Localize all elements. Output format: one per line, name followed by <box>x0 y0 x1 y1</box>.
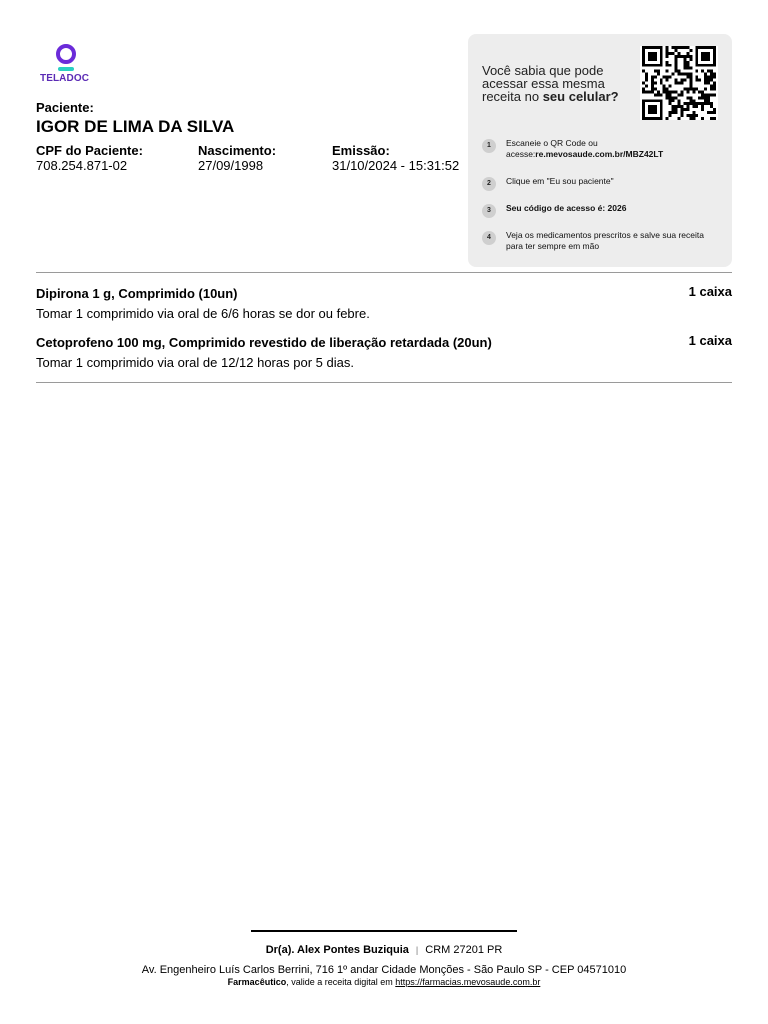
medication-quantity: 1 caixa <box>688 333 732 348</box>
pharmacist-note: Farmacêutico, valide a receita digital em https://farmacias.mevosaude.com.br <box>227 977 541 987</box>
birth-label: Nascimento: <box>198 143 277 158</box>
mobile-access-panel: Você sabia que pode acessar essa mesma receita no seu celular? 1 Escaneie o QR Code ou acesse:re.mevosaude.com.br/MBZ42LT 2 Clique em "Eu sou paciente" 3 Seu código de acesso é: 2026 4 Veja os medicamentos prescritos e salve sua receita para ter sempre em mão <box>468 34 732 267</box>
divider-bottom <box>36 382 732 383</box>
cpf-label: CPF do Paciente: <box>36 143 143 158</box>
clinic-address: Av. Engenheiro Luís Carlos Berrini, 716 1º andar Cidade Monções - São Paulo SP - CEP 04571010 <box>141 964 627 976</box>
logo-wordmark: TELADOC <box>40 73 90 84</box>
access-url[interactable]: re.mevosaude.com.br/MBZ42LT <box>535 149 664 159</box>
medication-quantity: 1 caixa <box>688 284 732 299</box>
mobile-access-question: Você sabia que pode acessar essa mesma receita no seu celular? <box>482 63 619 104</box>
logo-bar-icon <box>58 67 74 71</box>
patient-label: Paciente: <box>36 100 94 115</box>
doctor-name: Dr(a). Alex Pontes Buziquia <box>265 944 409 956</box>
medication-posology: Tomar 1 comprimido via oral de 6/6 horas se dor ou febre. <box>36 306 370 321</box>
medication-name: Dipirona 1 g, Comprimido (10un) <box>36 286 238 301</box>
medication-name: Cetoprofeno 100 mg, Comprimido revestido de liberação retardada (20un) <box>36 335 492 350</box>
doctor-line: Dr(a). Alex Pontes Buziquia | CRM 27201 PR <box>265 944 503 956</box>
teladoc-logo <box>40 44 100 86</box>
signature-line <box>251 930 517 932</box>
logo-ring-icon <box>56 44 76 64</box>
patient-name: IGOR DE LIMA DA SILVA <box>36 117 235 136</box>
medication-posology: Tomar 1 comprimido via oral de 12/12 horas por 5 dias. <box>36 355 354 370</box>
pharmacy-validation-link[interactable]: https://farmacias.mevosaude.com.br <box>395 977 541 987</box>
qr-code-icon[interactable] <box>640 46 718 120</box>
issue-label: Emissão: <box>332 143 390 158</box>
divider-top <box>36 272 732 273</box>
issue-value: 31/10/2024 - 15:31:52 <box>332 158 460 173</box>
doctor-crm: CRM 27201 PR <box>425 944 503 956</box>
birth-value: 27/09/1998 <box>198 158 264 173</box>
access-code: Seu código de acesso é: 2026 <box>506 203 627 213</box>
cpf-value: 708.254.871-02 <box>36 158 128 173</box>
